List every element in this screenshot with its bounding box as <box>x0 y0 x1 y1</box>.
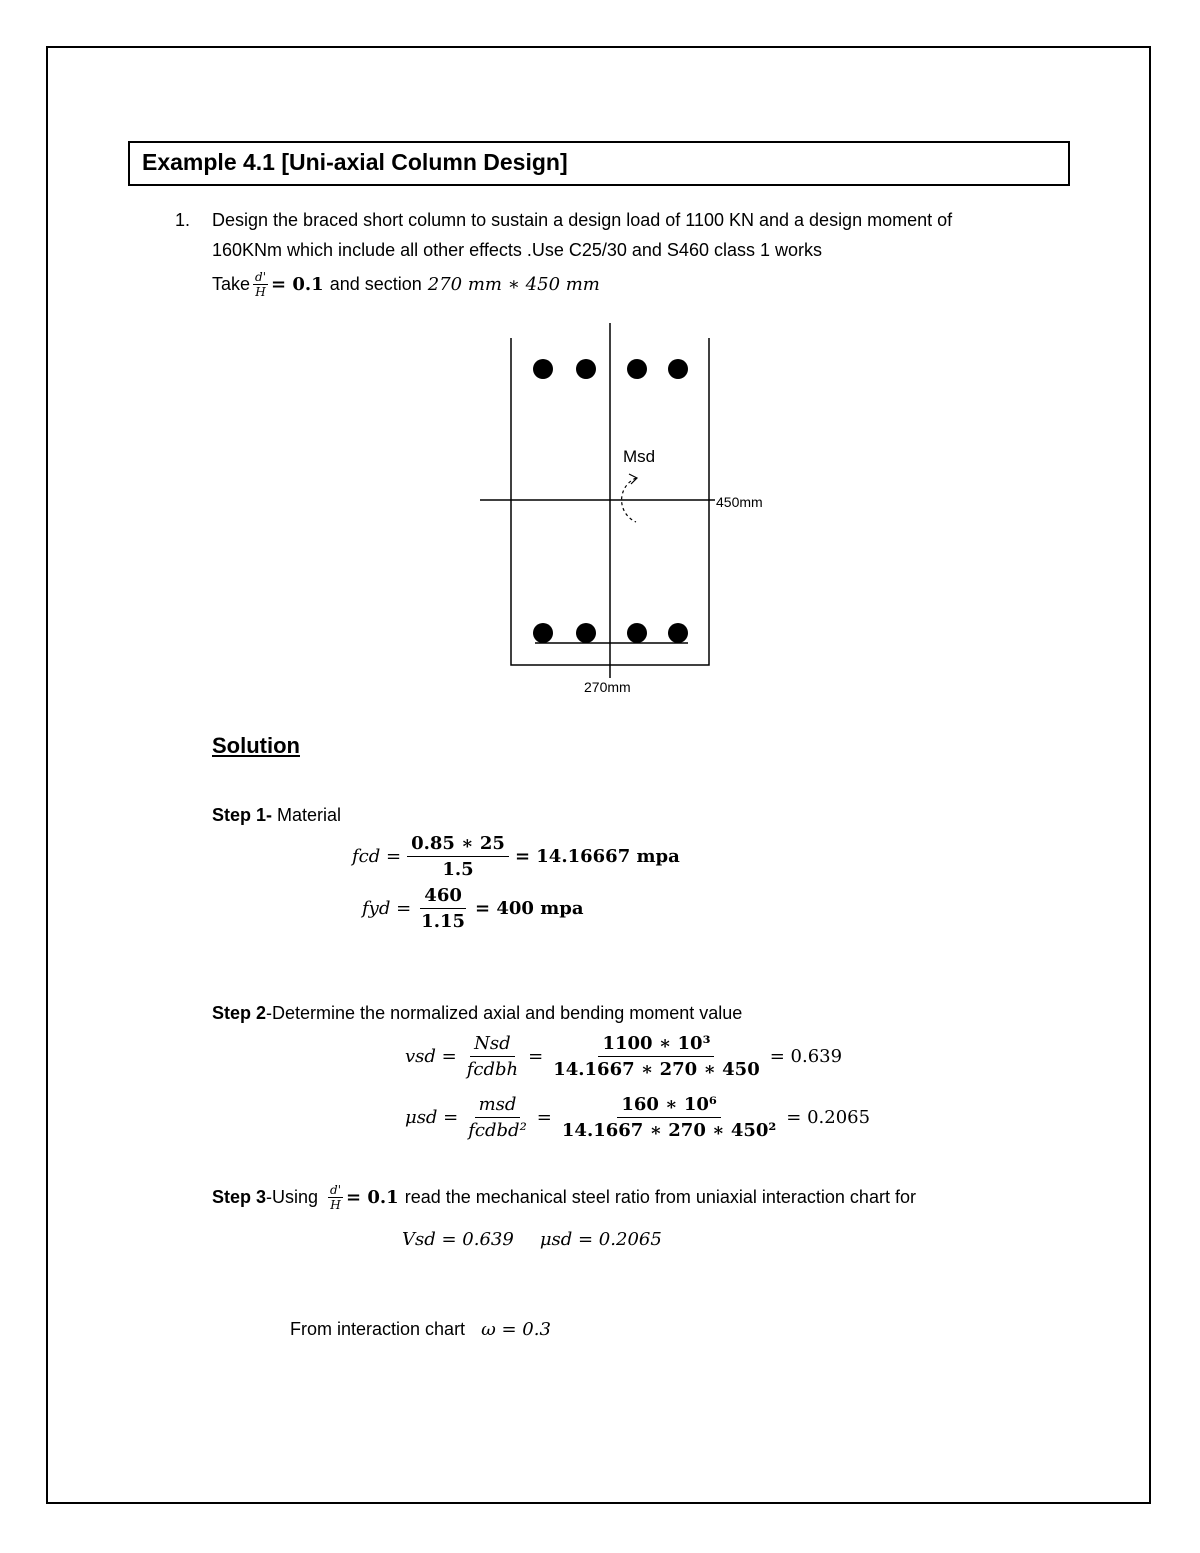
vsd-equation: vsd = $\frac{\text{Nsd}}{\text{fcdbh}}$ = $\frac{\text{1100 ∗ 10³}}{14.1667 ∗ 270 ∗ 450}$ = 0.639 <box>405 1033 843 1080</box>
take-label: Take <box>212 274 251 294</box>
rebar-top-1 <box>533 359 553 379</box>
vsd-rhs: = 0.639 <box>769 1046 843 1067</box>
musd-fraction-2 <box>558 1094 780 1141</box>
and-section-label: and section <box>329 274 422 294</box>
musd-fraction-1 <box>464 1094 531 1141</box>
step3-vsd: Vsd = 0.639 <box>402 1229 514 1250</box>
moment-label: Msd <box>623 447 656 466</box>
rebar-top-4 <box>668 359 688 379</box>
step3-eq: = 0.1 <box>346 1187 399 1208</box>
column-section-diagram <box>0 0 1200 720</box>
example-title: Example 4.1 [Uni-axial Column Design] <box>142 149 568 175</box>
step3-frac-num: d' <box>330 1183 342 1197</box>
fcd-equation <box>352 833 680 880</box>
chart-result-line <box>290 1319 551 1340</box>
step2-line <box>212 1003 742 1024</box>
solution-heading: Solution <box>212 733 300 758</box>
vsd-f1-den: fcdbh <box>466 1059 519 1080</box>
musd-rhs: = 0.2065 <box>786 1107 871 1128</box>
vsd-fraction-1 <box>463 1033 522 1080</box>
chart-result-text: From interaction chart <box>290 1319 466 1339</box>
step3-fraction <box>328 1183 343 1212</box>
fyd-den: 1.15 <box>421 911 466 932</box>
step1-line <box>212 805 341 826</box>
omega-value: ω = 0.3 <box>481 1319 551 1340</box>
step3-values <box>402 1229 662 1250</box>
fyd-rhs: = 400 mpa <box>475 898 584 919</box>
step3-musd: μsd = 0.2065 <box>539 1229 662 1250</box>
fcd-rhs: = 14.16667 mpa <box>514 846 680 867</box>
problem-line-1: Design the braced short column to sustain a design load of 1100 KN and a design moment of <box>212 210 953 230</box>
rebar-bottom-4 <box>668 623 688 643</box>
vsd-f1-num: Nsd <box>470 1033 515 1057</box>
musd-f1-num: msd <box>475 1094 521 1118</box>
take-equation: = 0.1 <box>271 274 324 295</box>
rebar-top-2 <box>576 359 596 379</box>
musd-equation: μsd = $\frac{\text{msd}}{\text{fcdbd²}}$ = $\frac{\text{160 ∗ 10⁶}}{\text{14.1667 ∗ 270 ∗ 450²}}$ = 0.2065 <box>405 1094 871 1141</box>
fcd-lhs: fcd = <box>352 846 402 867</box>
step1-text: Material <box>277 805 342 825</box>
rebar-bottom-3 <box>627 623 647 643</box>
step2-text: -Determine the normalized axial and bending moment value <box>266 1003 743 1023</box>
fyd-equation <box>362 885 584 932</box>
width-label: 270mm <box>584 679 631 695</box>
step3-line <box>212 1183 916 1212</box>
fcd-den: 1.5 <box>442 859 474 880</box>
fyd-num: 460 <box>420 885 466 909</box>
section-dims: 270 mm ∗ 450 mm <box>427 274 600 295</box>
fyd-lhs: fyd = <box>362 898 412 919</box>
step3-text-pre: -Using <box>266 1187 319 1207</box>
vsd-f2-den: 14.1667 ∗ 270 ∗ 450 <box>553 1059 760 1080</box>
rebar-bottom-1 <box>533 623 553 643</box>
moment-arrowhead <box>629 474 637 484</box>
step3-text-post: read the mechanical steel ratio from uniaxial interaction chart for <box>404 1187 916 1207</box>
vsd-fraction-2 <box>549 1033 764 1080</box>
step1-label: Step 1- <box>212 805 273 825</box>
problem-line-2: 160KNm which include all other effects .Use C25/30 and S460 class 1 works <box>212 240 822 260</box>
take-frac-num: d' <box>255 270 267 284</box>
step2-label: Step 2 <box>212 1003 267 1023</box>
rebar-top-3 <box>627 359 647 379</box>
musd-f2-num: 160 ∗ 10⁶ <box>617 1094 720 1118</box>
take-frac-den: H <box>255 285 266 299</box>
vsd-f2-num: 1100 ∗ 10³ <box>598 1033 714 1057</box>
step3-frac-den: H <box>330 1198 341 1212</box>
rebar-bottom-2 <box>576 623 596 643</box>
problem-number: 1. <box>175 210 191 230</box>
fcd-num: 0.85 ∗ 25 <box>407 833 509 857</box>
fyd-fraction <box>417 885 469 932</box>
fcd-fraction <box>407 833 509 880</box>
height-label: 450mm <box>716 494 763 510</box>
musd-lhs: μsd = <box>405 1107 459 1128</box>
vsd-lhs: vsd = <box>405 1046 457 1067</box>
step3-label: Step 3 <box>212 1187 267 1207</box>
musd-f2-den: 14.1667 ∗ 270 ∗ 450² <box>561 1120 777 1141</box>
musd-f1-den: fcdbd² <box>468 1120 527 1141</box>
